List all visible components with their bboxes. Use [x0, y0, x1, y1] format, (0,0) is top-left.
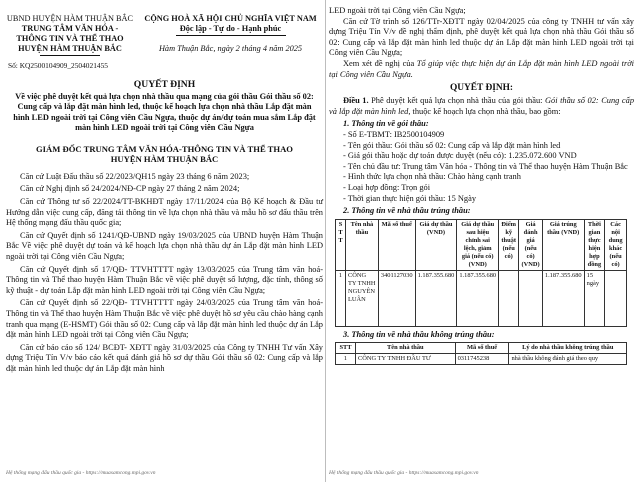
- document-header: [6, 14, 323, 56]
- column-header: Điểm kỹ thuật (nếu có): [499, 219, 519, 270]
- column-header: Mã số thuế: [378, 219, 415, 270]
- column-header: Giá dự thầu sau hiệu chỉnh sai lệch, giảm giá (nếu có) (VND): [457, 219, 499, 270]
- table-header-row: [336, 343, 627, 354]
- motto-underline: [176, 35, 286, 36]
- table-cell: 1: [336, 270, 346, 326]
- left-page: UBND HUYỆN HÀM THUẬN BẮC TRUNG TÂM VĂN HÓA - THÔNG TIN VÀ THỂ THAO HUYỆN HÀM THUẬN BẮC CỘNG HOÀ XÃ HỘI CHỦ NGHĨA VIỆT NAM Độc lập - Tự do - Hạnh phúc Hàm Thuận Bắc, ngày 2 tháng 4 năm 2025 Số: KQ2500104909_2504021455 QUYẾT ĐỊNH Về việc phê duyệt kết quả lựa chọn nhà thầu qua mạng của gói thầu Gói thầu số 02: Cung cấp và lắp đặt màn hình led, thuộc kế hoạch lựa chọn nhà thầu Lắp đặt màn hình LED ngoài trời tại Công viên Cầu Ngựa, thuộc dự án/dự toán mua sắm Lắp đặt màn hình LED ngoài trời tại Công viên Cầu Ngựa GIÁM ĐỐC TRUNG TÂM VĂN HÓA-THÔNG TIN VÀ THỂ THAO HUYỆN HÀM THUẬN BẮC Căn cứ Luật Đấu thầu số 22/2023/QH15 ngày 23 tháng 6 năm 2023; Căn cứ Nghị định số 24/2024/NĐ-CP ngày 27 tháng 2 năm 2024; Căn cứ Thông tư số 22/2024/TT-BKHĐT ngày 17/11/2024 của Bộ Kế hoạch & Đầu tư Hướng dẫn việc cung cấp, đăng tải thông tin về lựa chọn nhà thầu và mẫu hồ sơ đấu thầu trên Hệ thống mạng đấu thầu quốc gia; Căn cứ Quyết định số 1241/QĐ-UBND ngày 19/03/2025 của UBND huyện Hàm Thuận Bắc Về việc phê duyệt dự toán và kế hoạch lựa chọn nhà thầu dự án Lắp đặt màn hình LED ngoài trời tại Công viên Cầu Ngựa; Căn cứ Quyết định số 17/QĐ- TTVHTTTT ngày 13/03/2025 của Trung tâm văn hoá- Thông tin và Thể thao huyện Hàm Thuận Bắc về việc phê duyệt số lượng, đặc tính, thông số kỹ thuật - dự toán Lắp đặt màn hình LED ngoài trời tại Công viên Cầu Ngựa; Căn cứ Quyết định số 22/QĐ- TTVHTTTT ngày 24/03/2025 của Trung tâm văn hoá- Thông tin và Thể thao huyện Hàm Thuận Bắc về việc phê duyệt hồ sơ yêu cầu chào hàng cạnh tranh qua mạng (E-HSMT) Gói thầu số 02: Cung cấp và lắp đặt màn hình led thuộc dự án Lắp đặt màn hình LED ngoài trời tại Công viên Cầu Ngựa; Căn cứ báo cáo số 124/ BCĐT- XĐTT ngày 31/03/2025 của Công ty TNHH Tư vấn Xây dựng Triệu Tín V/v báo cáo kết quả đánh giá hồ sơ dự thầu Gói thầu số 02: Cung cấp và lắp đặt màn hình led thuộc dự án Lắp đặt màn hình Hệ thống mạng đấu thầu quốc gia - https://muasamcong.mpi.gov.vn: [6, 14, 323, 476]
- table-cell: CÔNG TY TNHH ĐẦU TƯ: [355, 354, 455, 365]
- column-header: Tên nhà thầu: [355, 343, 455, 354]
- package-info-item: - Tên gói thầu: Gói thầu số 02: Cung cấp và lắp đặt màn hình led: [343, 140, 561, 150]
- table-cell: 3401127030: [378, 270, 415, 326]
- legal-bases: [6, 172, 323, 375]
- section-1-title: 1. Thông tin về gói thầu:: [343, 119, 429, 129]
- winning-bidder-table: [335, 219, 627, 327]
- national-motto: Độc lập - Tự do - Hạnh phúc: [179, 24, 282, 33]
- legal-basis-5: Căn cứ Quyết định số 17/QĐ- TTVHTTTT ngày 13/03/2025 của Trung tâm văn hoá- Thông tin và Thể thao huyện Hàm Thuận Bắc về việc phê duyệt số lượng, đặc tính, thông số kỹ thuật - dự toán Lắp đặt màn hình LED ngoài trời tại Công viên Cầu Ngựa;: [6, 264, 323, 295]
- document-number: Số: KQ2500104909_2504021455: [8, 61, 108, 70]
- package-info-item: - Tên chủ đầu tư: Trung tâm Văn hóa - Thông tin và Thể thao huyện Hàm Thuận Bắc: [343, 161, 628, 171]
- article-1-text: Phê duyệt kết quả lựa chọn nhà thầu của gói thầu:: [368, 96, 545, 106]
- table-cell: 1.187.355.680: [457, 270, 499, 326]
- submission-basis: Căn cứ Tờ trình số 126/TTr-XĐTT ngày 02/04/2025 của công ty TNHH tư vấn xây dựng Triệu Tín V/v đề nghị thẩm định, phê duyệt kết quả lựa chọn nhà thầu Gói thầu số 02: Cung cấp và lắp đặt màn hình led thuộc dự án Lắp đặt màn hình LED ngoài trời tại Công viên Cầu Ngựa;: [329, 16, 634, 58]
- column-header: Thời gian thực hiện hợp đồng: [584, 219, 605, 270]
- table-cell: CÔNG TY TNHH NGUYÊN LUÂN: [345, 270, 378, 326]
- page-divider: [325, 0, 326, 482]
- proposal-basis: [329, 59, 634, 80]
- decision-title: Về việc phê duyệt kết quả lựa chọn nhà thầu qua mạng của gói thầu Gói thầu số 02: Cung cấp và lắp đặt màn hình led, thuộc kế hoạch lựa chọn nhà thầu Lắp đặt màn hình LED ngoài trời tại Công viên Cầu Ngựa, thuộc dự án/dự toán mua sắm Lắp đặt màn hình LED ngoài trời tại Công viên Cầu Ngựa: [13, 92, 316, 133]
- table-row: [336, 354, 627, 365]
- column-header: Giá dự thầu (VND): [415, 219, 457, 270]
- column-header: Giá đánh giá (nếu có) (VND): [519, 219, 543, 270]
- table-cell: [605, 270, 627, 326]
- column-header: Tên nhà thầu: [345, 219, 378, 270]
- column-header: Giá trúng thầu (VND): [542, 219, 584, 270]
- legal-basis-3: Căn cứ Thông tư số 22/2024/TT-BKHĐT ngày 17/11/2024 của Bộ Kế hoạch & Đầu tư Hướng dẫn việc cung cấp, đăng tải thông tin về lựa chọn nhà thầu và mẫu hồ sơ đấu thầu trên Hệ thống mạng đấu thầu quốc gia;: [6, 197, 323, 228]
- right-page: LED ngoài trời tại Công viên Cầu Ngựa; Căn cứ Tờ trình số 126/TTr-XĐTT ngày 02/04/2025 của công ty TNHH tư vấn xây dựng Triệu Tín V/v đề nghị thẩm định, phê duyệt kết quả lựa chọn nhà thầu Gói thầu số 02: Cung cấp và lắp đặt màn hình led thuộc dự án Lắp đặt màn hình LED ngoài trời tại Công viên Cầu Ngựa; Xem xét đề nghị của Tổ giúp việc thực hiện dự án Lắp đặt màn hình LED ngoài trời tại Công viên Cầu Ngựa. QUYẾT ĐỊNH: Điều 1. Phê duyệt kết quả lựa chọn nhà thầu của gói thầu: Gói thầu số 02: Cung cấp và lắp đặt màn hình led, thuộc kế hoạch lựa chọn nhà thầu, bao gồm: 1. Thông tin về gói thầu: - Số E-TBMT: IB2500104909 - Tên gói thầu: Gói thầu số 02: Cung cấp và lắp đặt màn hình led - Giá gói thầu hoặc dự toán được duyệt (nếu có): 1.235.072.600 VND - Tên chủ đầu tư: Trung tâm Văn hóa - Thông tin và Thể thao huyện Hàm Thuận Bắc - Hình thức lựa chọn nhà thầu: Chào hàng cạnh tranh - Loại hợp đồng: Trọn gói - Thời gian thực hiện gói thầu: 15 Ngày 2. Thông tin về nhà thầu trúng thầu: S T T Tên nhà thầu Mã số thuế Giá dự thầu (VND) Giá dự thầu sau hiệu chỉnh sai lệch, giảm giá (nếu có) (VND) Điểm kỹ thuật (nếu có) Giá đánh giá (nếu có) (VND) Giá trúng thầu (VND) Thời gian thực hiện hợp đồng Các nội dung khác (nếu có) 1 CÔNG TY TNHH NGUYÊN LUÂN 3401127030 1.187.355.680 1.187.355.680 1.187.355.680 15 ngày 3. Thông tin về nhà thầu không trúng thầu: STT Tên nhà thầu Mã số thuế Lý do nhà thầu không trúng thầu 1 CÔNG TY TNHH ĐẦU TƯ 0311745238 nhà thầu không đánh giá theo quy Hệ thống mạng đấu thầu quốc gia - https://muasamcong.mpi.gov.vn: [329, 6, 635, 476]
- table-cell: [519, 270, 543, 326]
- legal-basis-1: Căn cứ Luật Đấu thầu số 22/2023/QH15 ngày 23 tháng 6 năm 2023;: [20, 171, 250, 181]
- column-header: STT: [336, 343, 356, 354]
- nation-name: CỘNG HOÀ XÃ HỘI CHỦ NGHĨA VIỆT NAM: [144, 14, 317, 23]
- national-header: [138, 14, 323, 56]
- table-cell: [499, 270, 519, 326]
- unit-name-line-1: TRUNG TÂM VĂN HÓA -: [21, 24, 119, 33]
- legal-basis-4: Căn cứ Quyết định số 1241/QĐ-UBND ngày 19/03/2025 của UBND huyện Hàm Thuận Bắc Về việc phê duyệt dự toán và kế hoạch lựa chọn nhà thầu dự án Lắp đặt màn hình LED ngoài trời tại Công viên Cầu Ngựa;: [6, 230, 323, 261]
- legal-basis-2: Căn cứ Nghị định số 24/2024/NĐ-CP ngày 27 tháng 2 năm 2024;: [20, 184, 240, 194]
- decision-heading: QUYẾT ĐỊNH:: [449, 83, 514, 94]
- column-header: Lý do nhà thầu không trúng thầu: [509, 343, 627, 354]
- unit-name-line-3: HUYỆN HÀM THUẬN BẮC: [18, 44, 122, 53]
- table-cell: 15 ngày: [584, 270, 605, 326]
- table-cell: 1.187.355.680: [415, 270, 457, 326]
- basis-continuation: LED ngoài trời tại Công viên Cầu Ngựa;: [329, 6, 466, 15]
- table-cell: 0311745238: [455, 354, 509, 365]
- article-1: [329, 96, 634, 117]
- issuing-agency: [6, 14, 134, 56]
- package-info-item: - Giá gói thầu hoặc dự toán được duyệt (nếu có): 1.235.072.600 VND: [343, 151, 577, 161]
- package-info-item: - Hình thức lựa chọn nhà thầu: Chào hàng cạnh tranh: [343, 172, 521, 182]
- agency-underline: [40, 55, 100, 56]
- table-cell: 1: [336, 354, 356, 365]
- legal-basis-7: Căn cứ báo cáo số 124/ BCĐT- XĐTT ngày 31/03/2025 của Công ty TNHH Tư vấn Xây dựng Triệu Tín V/v báo cáo kết quả đánh giá hồ sơ dự thầu Gói thầu số 02: Cung cấp và lắp đặt màn hình led thuộc dự án Lắp đặt màn hình: [6, 342, 323, 373]
- article-1-tail: , thuộc kế hoạch lựa chọn nhà thầu, bao gồm:: [408, 106, 561, 116]
- table-cell: nhà thầu không đánh giá theo quy: [509, 354, 627, 365]
- losing-bidder-table: [335, 342, 627, 365]
- unit-name-line-2: THÔNG TIN VÀ THỂ THAO: [16, 34, 124, 43]
- package-info-item: - Loại hợp đồng: Trọn gói: [343, 182, 431, 192]
- column-header: Mã số thuế: [455, 343, 509, 354]
- table-cell: 1.187.355.680: [542, 270, 584, 326]
- section-2-title: 2. Thông tin về nhà thầu trúng thầu:: [343, 206, 471, 216]
- agency-name: UBND HUYỆN HÀM THUẬN BẮC: [6, 14, 134, 23]
- column-header: Các nội dung khác (nếu có): [605, 219, 627, 270]
- column-header: S T T: [336, 219, 346, 270]
- package-info-list: [329, 130, 634, 204]
- document-type: QUYẾT ĐỊNH: [133, 79, 196, 90]
- article-1-package: Gói thầu số 02: Cung cấp và lắp đặt màn hình led: [329, 96, 635, 116]
- authority-heading: GIÁM ĐỐC TRUNG TÂM VĂN HÓA-THÔNG TIN VÀ THỂ THAO HUYỆN HÀM THUẬN BẮC: [36, 143, 293, 165]
- package-info-item: - Số E-TBMT: IB2500104909: [343, 129, 445, 139]
- article-1-label: Điều 1.: [343, 96, 369, 106]
- proposal-prefix: Xem xét đề nghị của: [343, 58, 417, 68]
- section-3-title: 3. Thông tin về nhà thầu không trúng thầu:: [343, 329, 495, 339]
- package-info-item: - Thời gian thực hiện gói thầu: 15 Ngày: [343, 193, 477, 203]
- place-date: Hàm Thuận Bắc, ngày 2 tháng 4 năm 2025: [158, 44, 303, 53]
- legal-basis-6: Căn cứ Quyết định số 22/QĐ- TTVHTTTT ngày 24/03/2025 của Trung tâm văn hoá- Thông tin và Thể thao huyện Hàm Thuận Bắc về việc phê duyệt hồ sơ yêu cầu chào hàng cạnh tranh qua mạng (E-HSMT) Gói thầu số 02: Cung cấp và lắp đặt màn hình led thuộc dự án Lắp đặt màn hình LED ngoài trời tại Công viên Cầu Ngựa;: [6, 298, 323, 340]
- proposal-body: Tổ giúp việc thực hiện dự án Lắp đặt màn hình LED ngoài trời tại Công viên Cầu Ngựa.: [329, 58, 635, 79]
- table-header-row: [336, 219, 627, 270]
- table-row: [336, 270, 627, 326]
